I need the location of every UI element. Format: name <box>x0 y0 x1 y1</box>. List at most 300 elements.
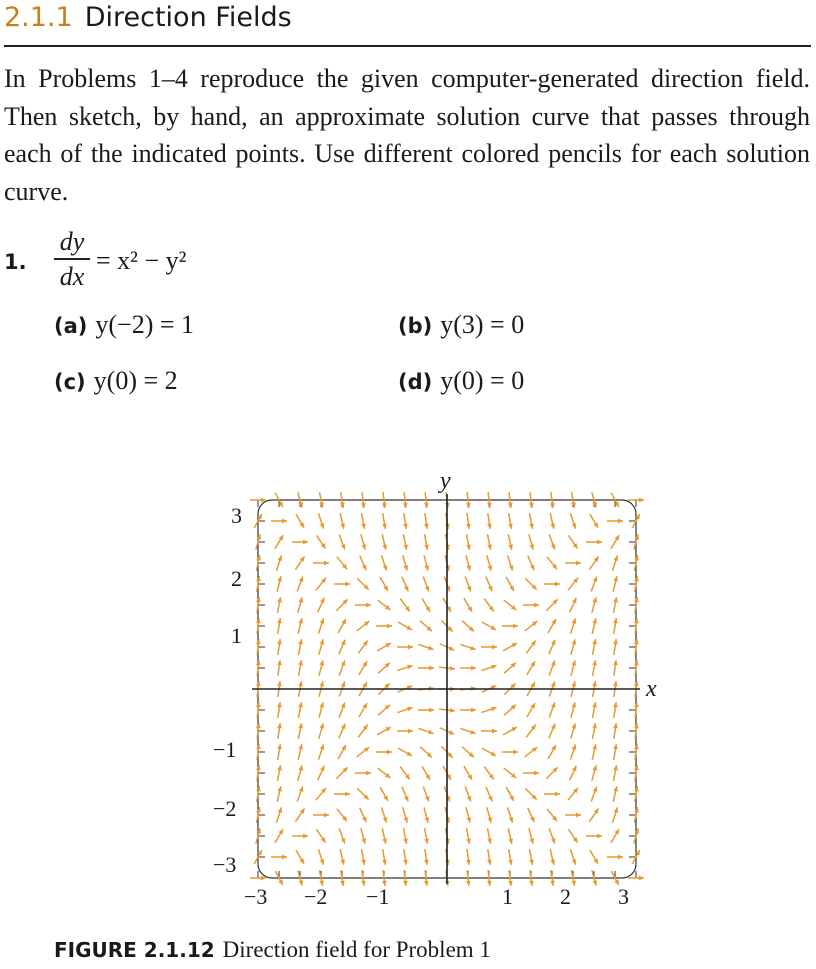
slope-arrow <box>592 639 597 655</box>
slope-arrow <box>482 622 496 630</box>
slope-arrow <box>316 788 326 800</box>
slope-arrow <box>487 555 492 570</box>
x-tick-label: 2 <box>560 884 571 909</box>
slope-arrow-head <box>303 540 308 545</box>
slope-arrow <box>296 514 304 528</box>
slope-arrow <box>337 557 347 569</box>
slope-arrow <box>506 577 514 591</box>
slope-arrow-head <box>618 519 623 524</box>
condition-label: (b) <box>398 314 433 338</box>
slope-arrow-head <box>428 730 433 735</box>
slope-arrow-head <box>509 817 514 822</box>
slope-arrow <box>339 535 345 550</box>
slope-arrow-head <box>509 565 514 570</box>
slope-arrow <box>613 744 618 760</box>
slope-arrow-head <box>618 855 623 860</box>
slope-arrow <box>525 578 536 589</box>
x-tick-label: 1 <box>502 884 513 909</box>
slope-arrow-head <box>383 565 388 570</box>
slope-arrow <box>382 828 387 844</box>
slope-arrow <box>418 708 434 713</box>
slope-arrow-head <box>534 603 539 608</box>
slope-arrow <box>613 660 618 676</box>
slope-arrow-head <box>320 859 325 864</box>
slope-arrow <box>565 561 581 566</box>
slope-arrow <box>336 767 347 778</box>
slope-arrow <box>340 849 345 865</box>
slope-arrow <box>466 807 471 822</box>
slope-arrow <box>378 768 391 778</box>
slope-arrow <box>571 660 576 675</box>
slope-arrow <box>592 702 597 718</box>
slope-arrow <box>529 513 534 529</box>
slope-arrow <box>460 644 475 650</box>
slope-arrow <box>318 598 325 613</box>
slope-arrow-head <box>639 498 644 503</box>
slope-arrow <box>418 666 434 671</box>
slope-arrow <box>358 725 368 738</box>
condition-label: (d) <box>398 370 433 394</box>
slope-arrow-head <box>428 646 433 651</box>
slope-arrow-head <box>513 624 518 629</box>
slope-arrow-head <box>366 603 371 608</box>
slope-arrow <box>482 748 496 756</box>
slope-arrow <box>586 540 602 545</box>
slope-arrow-head <box>387 750 392 755</box>
slope-arrow <box>487 513 492 529</box>
slope-arrow <box>589 556 598 569</box>
slope-arrow <box>298 765 303 780</box>
slope-arrow <box>277 702 282 718</box>
slope-arrow <box>380 577 388 591</box>
slope-arrow <box>607 519 623 524</box>
slope-arrow <box>298 702 303 718</box>
slope-arrow <box>298 639 303 655</box>
slope-arrow <box>504 600 517 610</box>
slope-arrow <box>462 621 474 632</box>
slope-arrow <box>549 724 556 739</box>
slope-arrow <box>316 578 326 590</box>
y-tick-label: 1 <box>231 623 242 648</box>
slope-arrow <box>423 787 429 802</box>
slope-arrow <box>403 534 408 550</box>
slope-arrow <box>502 750 518 755</box>
slope-arrow <box>357 747 370 757</box>
slope-arrow <box>613 702 618 718</box>
slope-arrow-head <box>320 523 325 528</box>
slope-arrow <box>613 576 618 592</box>
slope-arrow <box>571 702 576 717</box>
slope-arrow <box>381 555 387 570</box>
slope-arrow-head <box>324 561 329 566</box>
slope-arrow <box>548 619 556 633</box>
slope-arrow <box>568 535 577 548</box>
slope-arrow <box>422 598 430 612</box>
condition-label: (a) <box>54 314 88 338</box>
slope-arrow <box>465 787 471 802</box>
slope-arrow <box>340 513 345 529</box>
slope-arrow <box>359 703 367 717</box>
slope-arrow <box>613 786 618 802</box>
slope-arrow <box>547 557 557 569</box>
fraction-numerator: dy <box>59 227 85 256</box>
slope-arrow <box>508 513 513 529</box>
slope-arrow <box>565 813 581 818</box>
slope-arrow-head <box>407 707 412 712</box>
x-axis-label: x <box>646 676 657 702</box>
slope-arrow-head <box>572 618 577 623</box>
slope-arrow <box>403 513 408 529</box>
slope-arrow-head <box>407 665 412 670</box>
slope-arrow <box>466 513 471 529</box>
slope-arrow <box>529 534 534 549</box>
slope-arrow <box>277 744 282 760</box>
slope-arrow <box>277 723 282 739</box>
slope-arrow <box>607 855 623 860</box>
slope-arrow-head <box>345 792 350 797</box>
slope-arrow-head <box>277 765 282 770</box>
slope-arrow <box>484 767 494 780</box>
slope-arrow-head <box>298 639 303 644</box>
slope-arrow <box>544 582 560 587</box>
slope-arrow <box>313 813 329 818</box>
slope-arrow-head <box>555 582 560 587</box>
slope-arrow-head <box>324 813 329 818</box>
slope-arrow <box>504 768 517 778</box>
slope-arrow <box>548 745 556 759</box>
slope-arrow <box>466 555 471 570</box>
slope-arrow <box>460 666 476 671</box>
slope-arrow <box>418 728 433 734</box>
slope-arrow <box>570 766 577 781</box>
slope-arrow <box>487 849 492 865</box>
slope-arrow <box>297 577 303 592</box>
slope-arrow-head <box>555 792 560 797</box>
slope-arrow <box>525 788 536 799</box>
slope-arrow <box>271 519 287 524</box>
slope-arrow <box>464 598 472 612</box>
y-tick-label: −1 <box>213 737 237 762</box>
slope-arrow <box>546 599 557 610</box>
slope-arrow <box>549 661 555 676</box>
slope-arrow-head <box>571 503 576 508</box>
slope-arrow-head <box>529 860 534 865</box>
slope-arrow <box>378 663 390 674</box>
slope-arrow <box>336 599 347 610</box>
slope-arrow-head <box>298 723 303 728</box>
slope-arrow <box>400 599 410 612</box>
slope-arrow <box>277 555 283 570</box>
slope-arrow <box>424 828 429 844</box>
slope-arrow <box>398 622 412 630</box>
slope-arrow <box>338 745 346 759</box>
slope-arrow <box>486 787 493 802</box>
slope-arrow-head <box>491 707 496 712</box>
slope-arrow <box>506 787 514 801</box>
slope-arrow <box>592 765 597 780</box>
slope-arrow <box>592 744 597 760</box>
slope-arrow-head <box>408 645 413 650</box>
slope-arrow <box>525 621 538 631</box>
slope-arrow-head <box>408 729 413 734</box>
slope-arrow <box>568 788 578 800</box>
figure-caption-text: Direction field for Problem 1 <box>222 937 491 962</box>
slope-arrow-head <box>597 834 602 839</box>
slope-arrow-head <box>282 519 287 524</box>
slope-arrow <box>361 828 366 843</box>
slope-arrow <box>376 624 392 629</box>
slope-arrow <box>424 555 429 570</box>
slope-arrow <box>319 513 325 528</box>
slope-arrow <box>424 534 429 550</box>
slope-arrow <box>361 534 366 549</box>
slope-arrow <box>613 639 618 655</box>
slope-arrow <box>277 618 282 634</box>
slope-arrow <box>357 578 368 589</box>
slope-arrow <box>295 556 304 569</box>
slope-arrow <box>355 771 371 776</box>
slope-arrow <box>318 744 324 759</box>
slope-arrow-head <box>513 750 518 755</box>
slope-arrow <box>382 849 387 865</box>
slope-arrow-head <box>466 545 471 550</box>
slope-arrow <box>277 765 282 781</box>
slope-arrow <box>526 725 536 738</box>
slope-arrow <box>424 849 429 865</box>
slope-arrow <box>298 597 303 612</box>
fraction-denominator: dx <box>59 261 85 291</box>
slope-arrow <box>271 855 287 860</box>
slope-arrow <box>508 849 513 865</box>
slope-arrow <box>503 643 517 651</box>
slope-arrow-head <box>471 666 476 671</box>
slope-arrow <box>397 665 412 671</box>
slope-arrow <box>613 618 618 634</box>
slope-arrow <box>403 555 408 570</box>
slope-arrow-head <box>471 708 476 713</box>
slope-arrow <box>529 849 534 865</box>
slope-arrow-head <box>403 839 408 844</box>
slope-arrow <box>277 660 282 676</box>
slope-arrow <box>502 624 518 629</box>
slope-arrow <box>527 661 535 675</box>
intro-paragraph: In Problems 1–4 reproduce the given computer-generated direction field. Then sketch, by hand, an approximate solution curve that passes through each of the indicated points. Use different colored pencils for each solution curve. <box>4 64 810 206</box>
slope-arrow <box>382 534 387 550</box>
slope-arrow <box>316 829 325 842</box>
slope-arrow <box>528 556 535 571</box>
condition-text: y(0) = 0 <box>440 366 525 395</box>
condition-label: (c) <box>54 370 86 394</box>
slope-arrow <box>570 598 577 613</box>
slope-arrow <box>571 849 577 864</box>
slope-arrow-head <box>576 561 581 566</box>
section-number: 2.1.1 <box>4 2 73 33</box>
slope-arrow <box>503 727 517 735</box>
slope-arrow <box>613 723 618 739</box>
slope-arrow-head <box>551 681 556 686</box>
slope-arrow <box>275 535 283 549</box>
slope-arrow-head <box>614 555 619 560</box>
x-tick-label: −1 <box>366 884 390 909</box>
slope-arrow-head <box>298 660 303 665</box>
slope-arrow <box>380 787 388 801</box>
slope-arrow <box>424 807 429 822</box>
slope-arrow <box>549 640 556 655</box>
slope-arrow <box>508 828 513 844</box>
slope-arrow <box>378 600 391 610</box>
slope-arrow <box>400 767 410 780</box>
slope-arrow-head <box>319 503 324 508</box>
slope-arrow <box>339 661 345 676</box>
slope-arrow <box>422 766 430 780</box>
slope-arrow-head <box>572 859 577 864</box>
slope-arrow-head <box>361 860 366 865</box>
slope-arrow <box>550 849 555 865</box>
slope-arrow <box>592 660 597 676</box>
slope-arrow <box>460 728 475 734</box>
condition-text: y(0) = 2 <box>93 366 178 395</box>
y-tick-label: 2 <box>231 566 242 591</box>
x-tick-label: 3 <box>618 884 629 909</box>
slope-arrow <box>591 787 597 802</box>
slope-arrow <box>546 767 557 778</box>
figure-caption <box>54 937 491 963</box>
slope-arrow <box>319 660 324 675</box>
slope-arrow-head <box>597 540 602 545</box>
slope-arrow <box>313 561 329 566</box>
slope-arrow-head <box>572 744 577 749</box>
slope-arrow-head <box>487 839 492 844</box>
slope-arrow <box>592 723 597 739</box>
equation-rhs: = x² − y² <box>96 246 187 275</box>
figure-label: FIGURE 2.1.12 <box>54 938 215 962</box>
y-tick-label: −2 <box>213 796 237 821</box>
y-tick-label: 3 <box>231 503 242 528</box>
slope-arrow <box>377 643 391 651</box>
slope-arrow-head <box>303 834 308 839</box>
slope-arrow <box>481 707 496 713</box>
slope-arrow <box>378 705 390 716</box>
slope-arrow-head <box>341 681 346 686</box>
slope-arrow-head <box>613 597 618 602</box>
slope-arrow <box>360 808 367 823</box>
y-axis-label: y <box>440 468 451 494</box>
slope-arrow-head <box>592 660 597 665</box>
slope-arrow <box>464 766 472 780</box>
slope-arrow <box>481 645 497 650</box>
slope-arrow <box>590 850 598 864</box>
slope-arrow <box>292 834 308 839</box>
slope-arrow-head <box>592 639 597 644</box>
slope-arrow <box>339 829 345 844</box>
slope-arrow-head <box>470 646 475 651</box>
slope-arrow <box>613 597 618 613</box>
slope-arrow <box>547 809 557 821</box>
slope-arrow-head <box>571 881 576 886</box>
slope-arrow <box>571 639 576 654</box>
slope-arrow-head <box>383 817 388 822</box>
slope-arrow <box>358 641 368 654</box>
slope-arrow <box>298 660 303 676</box>
slope-arrow <box>484 599 494 612</box>
slope-arrow <box>318 618 324 633</box>
slope-arrow <box>504 705 516 716</box>
slope-arrow-head <box>403 545 408 550</box>
slope-arrow <box>316 535 325 548</box>
slope-arrow <box>613 765 618 781</box>
slope-arrow-head <box>387 624 392 629</box>
slope-arrow <box>571 513 577 528</box>
slope-arrow <box>398 748 412 756</box>
slope-arrow <box>376 750 392 755</box>
slope-arrow <box>402 577 409 592</box>
slope-arrow <box>527 703 535 717</box>
slope-arrow-head <box>613 765 618 770</box>
slope-arrow <box>611 535 619 549</box>
slope-arrow-head <box>487 545 492 550</box>
slope-arrow-head <box>366 771 371 776</box>
condition-text: y(3) = 0 <box>440 310 525 339</box>
slope-arrow <box>397 707 412 713</box>
slope-arrow <box>613 555 619 570</box>
slope-arrow <box>297 787 303 802</box>
slope-arrow <box>277 807 283 822</box>
slope-arrow <box>611 829 619 843</box>
slope-arrow <box>420 747 432 758</box>
slope-arrow <box>319 639 324 654</box>
slope-arrow <box>319 849 325 864</box>
slope-arrow <box>277 597 282 613</box>
slope-arrow <box>339 724 346 739</box>
slope-arrow <box>589 808 598 821</box>
slope-arrow <box>487 807 492 822</box>
slope-arrow-head <box>576 813 581 818</box>
slope-arrow <box>334 792 350 797</box>
slope-arrow <box>339 640 346 655</box>
slope-arrow <box>298 744 303 760</box>
slope-arrow <box>462 747 474 758</box>
slope-arrow <box>275 829 283 843</box>
slope-arrow <box>592 597 597 612</box>
slope-arrow-head <box>534 771 539 776</box>
slope-arrow <box>466 828 471 844</box>
slope-arrow <box>525 747 538 757</box>
slope-arrow <box>377 727 391 735</box>
slope-arrow <box>465 577 471 592</box>
slope-arrow <box>550 513 555 529</box>
slope-arrow <box>361 513 366 529</box>
slope-arrow-head <box>298 702 303 707</box>
slope-arrow-head <box>424 839 429 844</box>
slope-arrow <box>403 828 408 844</box>
slope-arrow <box>568 829 577 842</box>
slope-arrow <box>298 723 303 739</box>
slope-arrow <box>295 808 304 821</box>
slope-arrow <box>292 540 308 545</box>
slope-arrow <box>277 639 282 655</box>
slope-arrow <box>296 850 304 864</box>
slope-arrow-head <box>345 582 350 587</box>
x-tick-label: −3 <box>244 884 268 909</box>
slope-arrow <box>507 807 513 822</box>
slope-arrow-head <box>282 855 287 860</box>
slope-arrow-head <box>470 730 475 735</box>
slope-arrow <box>481 729 497 734</box>
slope-arrow <box>487 828 492 844</box>
slope-arrow-head <box>614 807 619 812</box>
slope-arrow <box>298 618 303 634</box>
slope-arrow <box>277 576 282 592</box>
